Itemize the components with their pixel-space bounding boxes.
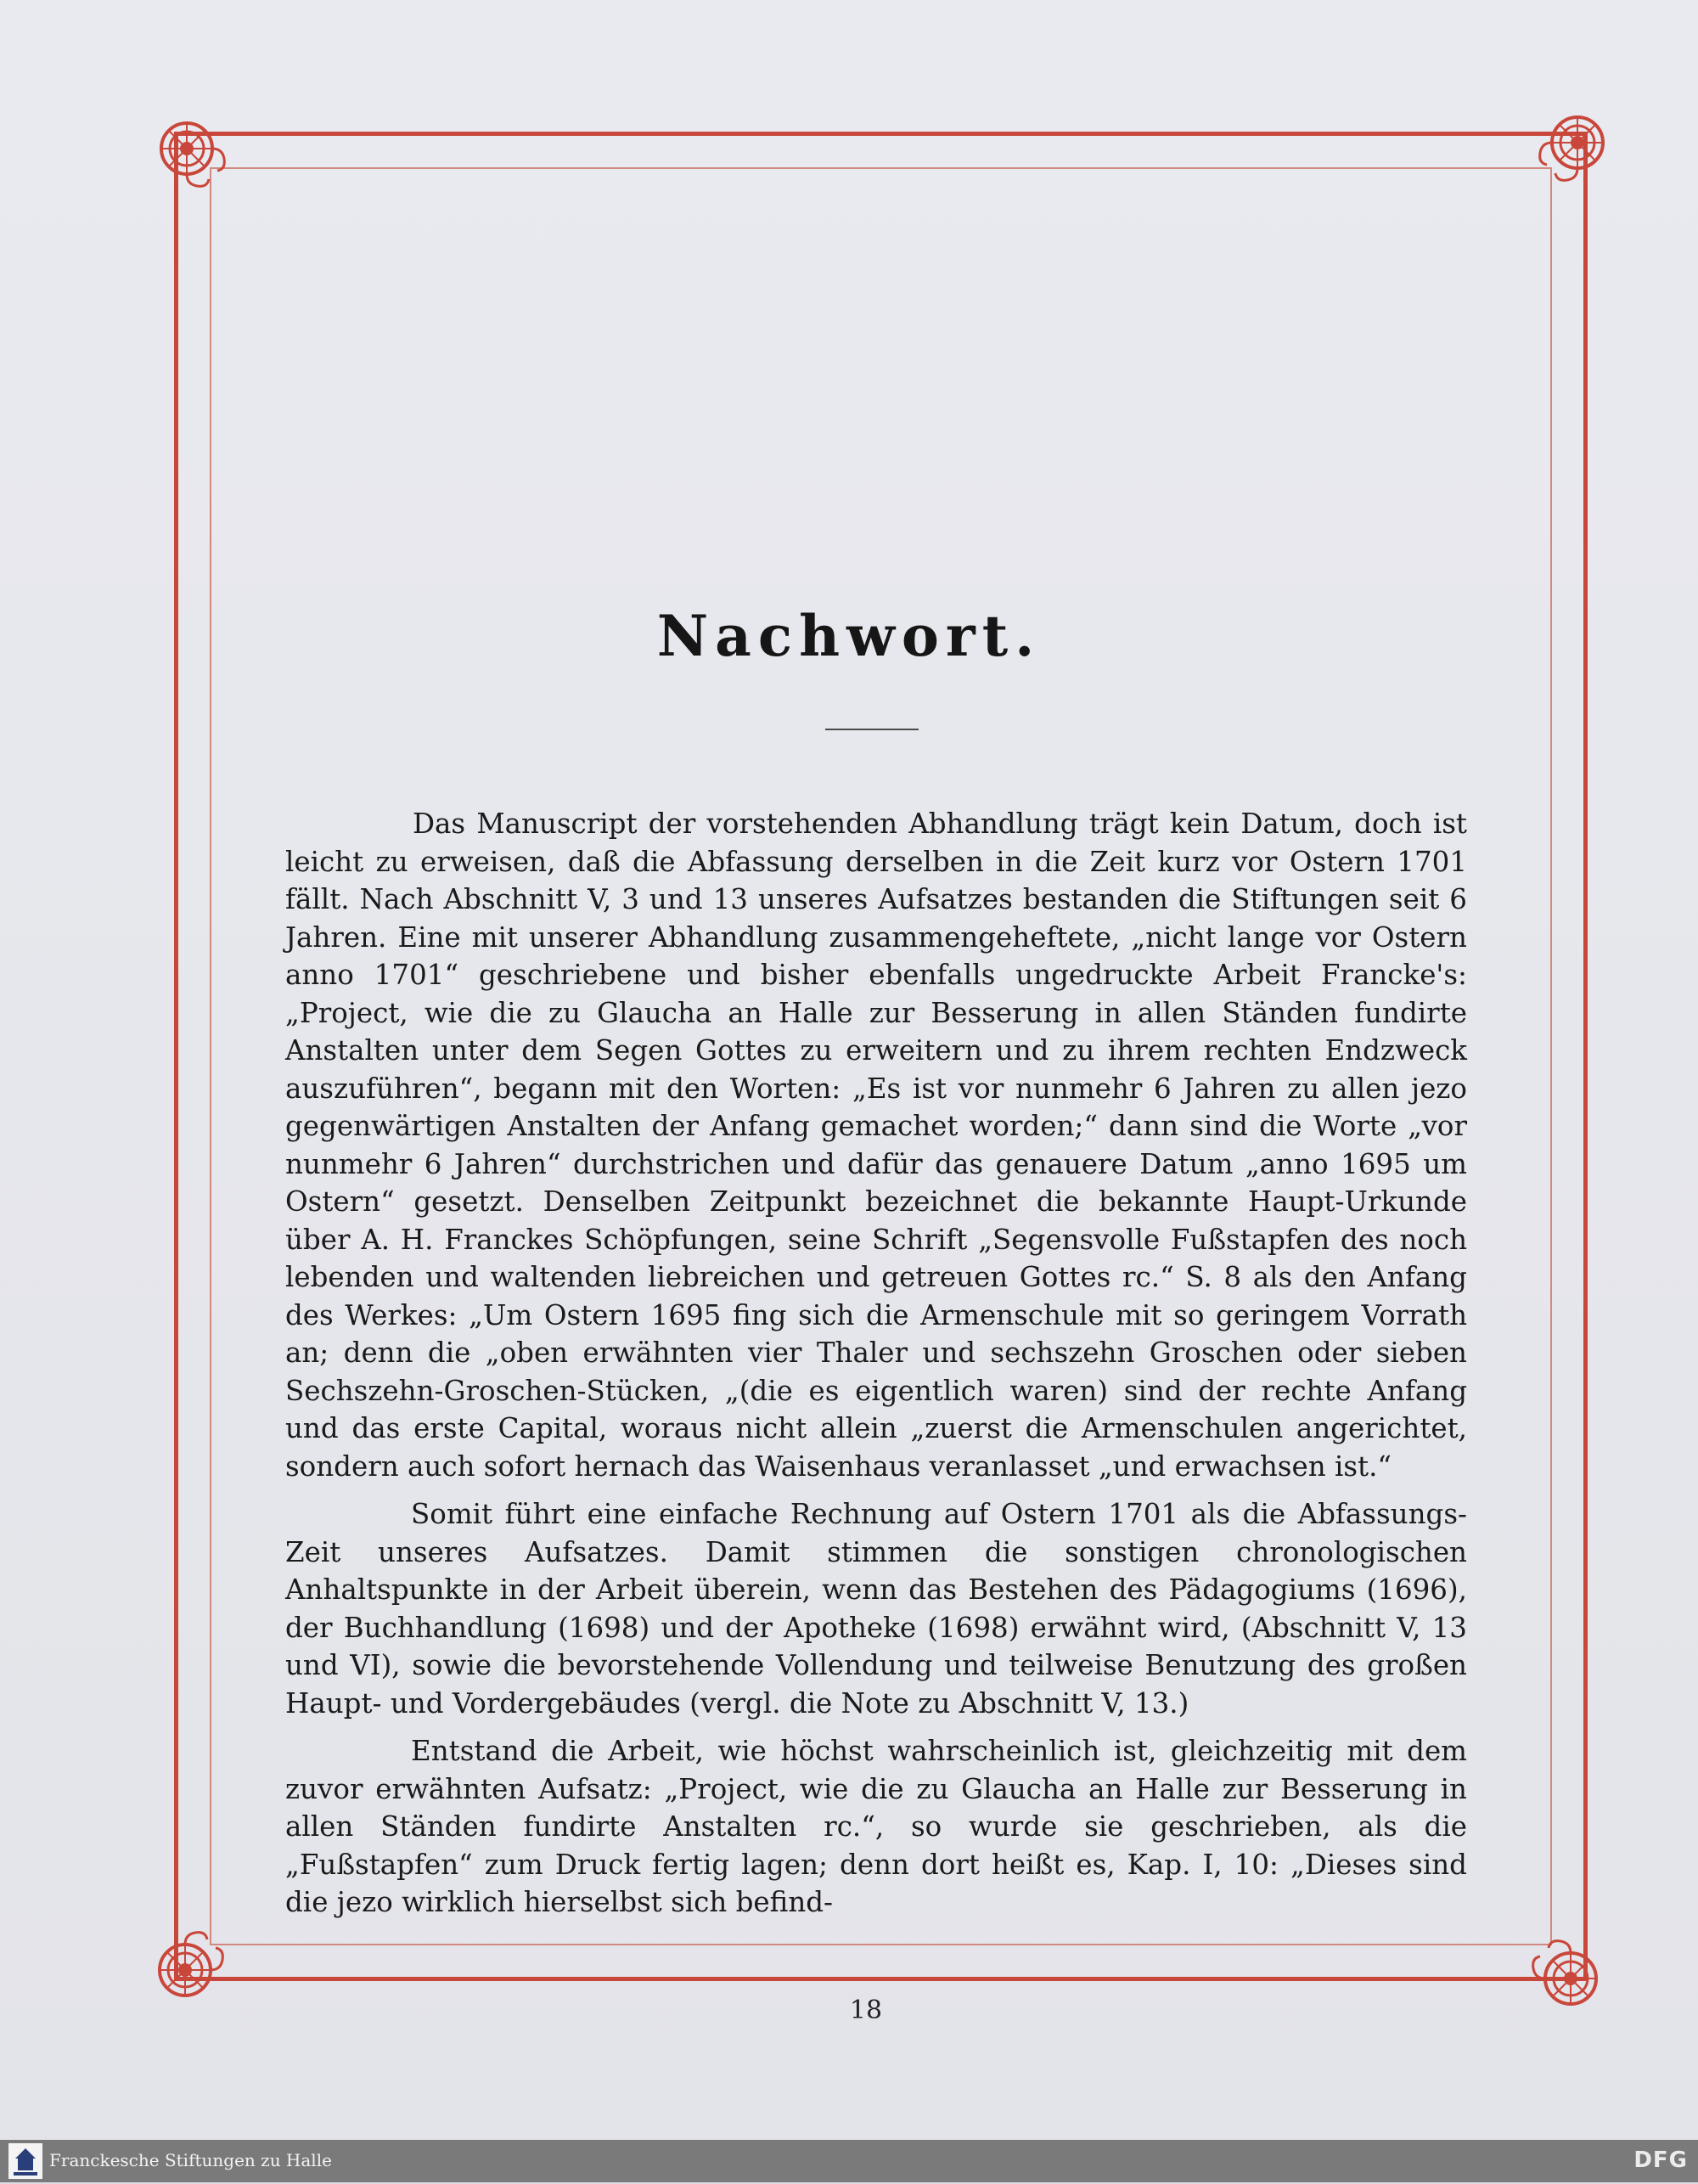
institution-logo-icon[interactable] (7, 2142, 44, 2181)
body-text (285, 805, 1467, 1932)
title-divider (825, 729, 919, 730)
page-number: 18 (849, 1995, 883, 2025)
paragraph: Das Manuscript der vorstehenden Abhandlung trägt kein Datum, doch ist leicht zu erweisen, daß die Abfassung derselben in die Zeit kurz vor Ostern 1701 fällt. Nach Abschnitt V, 3 und 13 unseres Aufsatzes bestanden die Stiftungen seit 6 Jahren. Eine mit unserer Abhandlung zusammengeheftete, „nicht lange vor Ostern anno 1701“ geschriebene und bisher ebenfalls ungedruckte Arbeit Francke's: „Project, wie die zu Glaucha an Halle zur Besserung in allen Ständen fundirte Anstalten unter dem Segen Gottes zu erweitern und zu ihrem rechten Endzweck auszuführen“, begann mit den Worten: „Es ist vor nunmehr 6 Jahren zu allen jezo gegenwärtigen Anstalten der Anfang gemachet worden;“ dann sind die Worte „vor nunmehr 6 Jahren“ durchstrichen und dafür das genauere Datum „anno 1695 um Ostern“ gesetzt. Denselben Zeitpunkt bezeichnet die bekannte Haupt-Urkunde über A. H. Franckes Schöpfungen, seine Schrift „Segensvolle Fußstapfen des noch lebenden und waltenden liebreichen und getreuen Gottes rc.“ S. 8 als den Anfang des Werkes: „Um Ostern 1695 fing sich die Armenschule mit so geringem Vorrath an; denn die „oben erwähnten vier Thaler und sechszehn Groschen oder sieben Sechszehn-Groschen-Stücken, „(die es eigentlich waren) sind der rechte Anfang und das erste Capital, woraus nicht allein „zuerst die Armenschulen angerichtet, sondern auch sofort hernach das Waisenhaus veranlasset „und erwachsen ist.“ (285, 808, 1467, 1483)
paragraph: Entstand die Arbeit, wie höchst wahrscheinlich ist, gleichzeitig mit dem zuvor erwähnten Aufsatz: „Project, wie die zu Glaucha an Halle zur Besserung in allen Ständen fundirte Anstalten rc.“, so wurde sie geschrieben, als die „Fußstapfen“ zum Druck fertig lagen; denn dort heißt es, Kap. I, 10: „Dieses sind die jezo wirklich hierselbst sich befind- (285, 1735, 1467, 1918)
dfg-logo[interactable]: DFG (1633, 2147, 1688, 2173)
paragraph: Somit führt eine einfache Rechnung auf Ostern 1701 als die Abfassungs-Zeit unseres Aufsatzes. Damit stimmen die sonstigen chronologischen Anhaltspunkte in der Arbeit überein, wenn das Bestehen des Pädagogiums (1696), der Buchhandlung (1698) und der Apotheke (1698) erwähnt wird, (Abschnitt V, 13 und VI), sowie die bevorstehende Vollendung und teilweise Benutzung des großen Haupt- und Vordergebäudes (vergl. die Note zu Abschnitt V, 13.) (285, 1498, 1467, 1720)
footer-institution-link[interactable]: Franckesche Stiftungen zu Halle (49, 2150, 332, 2170)
corner-rosette-icon (1527, 100, 1620, 194)
page-title: Nachwort. (656, 603, 1042, 669)
corner-rosette-icon (144, 106, 238, 200)
